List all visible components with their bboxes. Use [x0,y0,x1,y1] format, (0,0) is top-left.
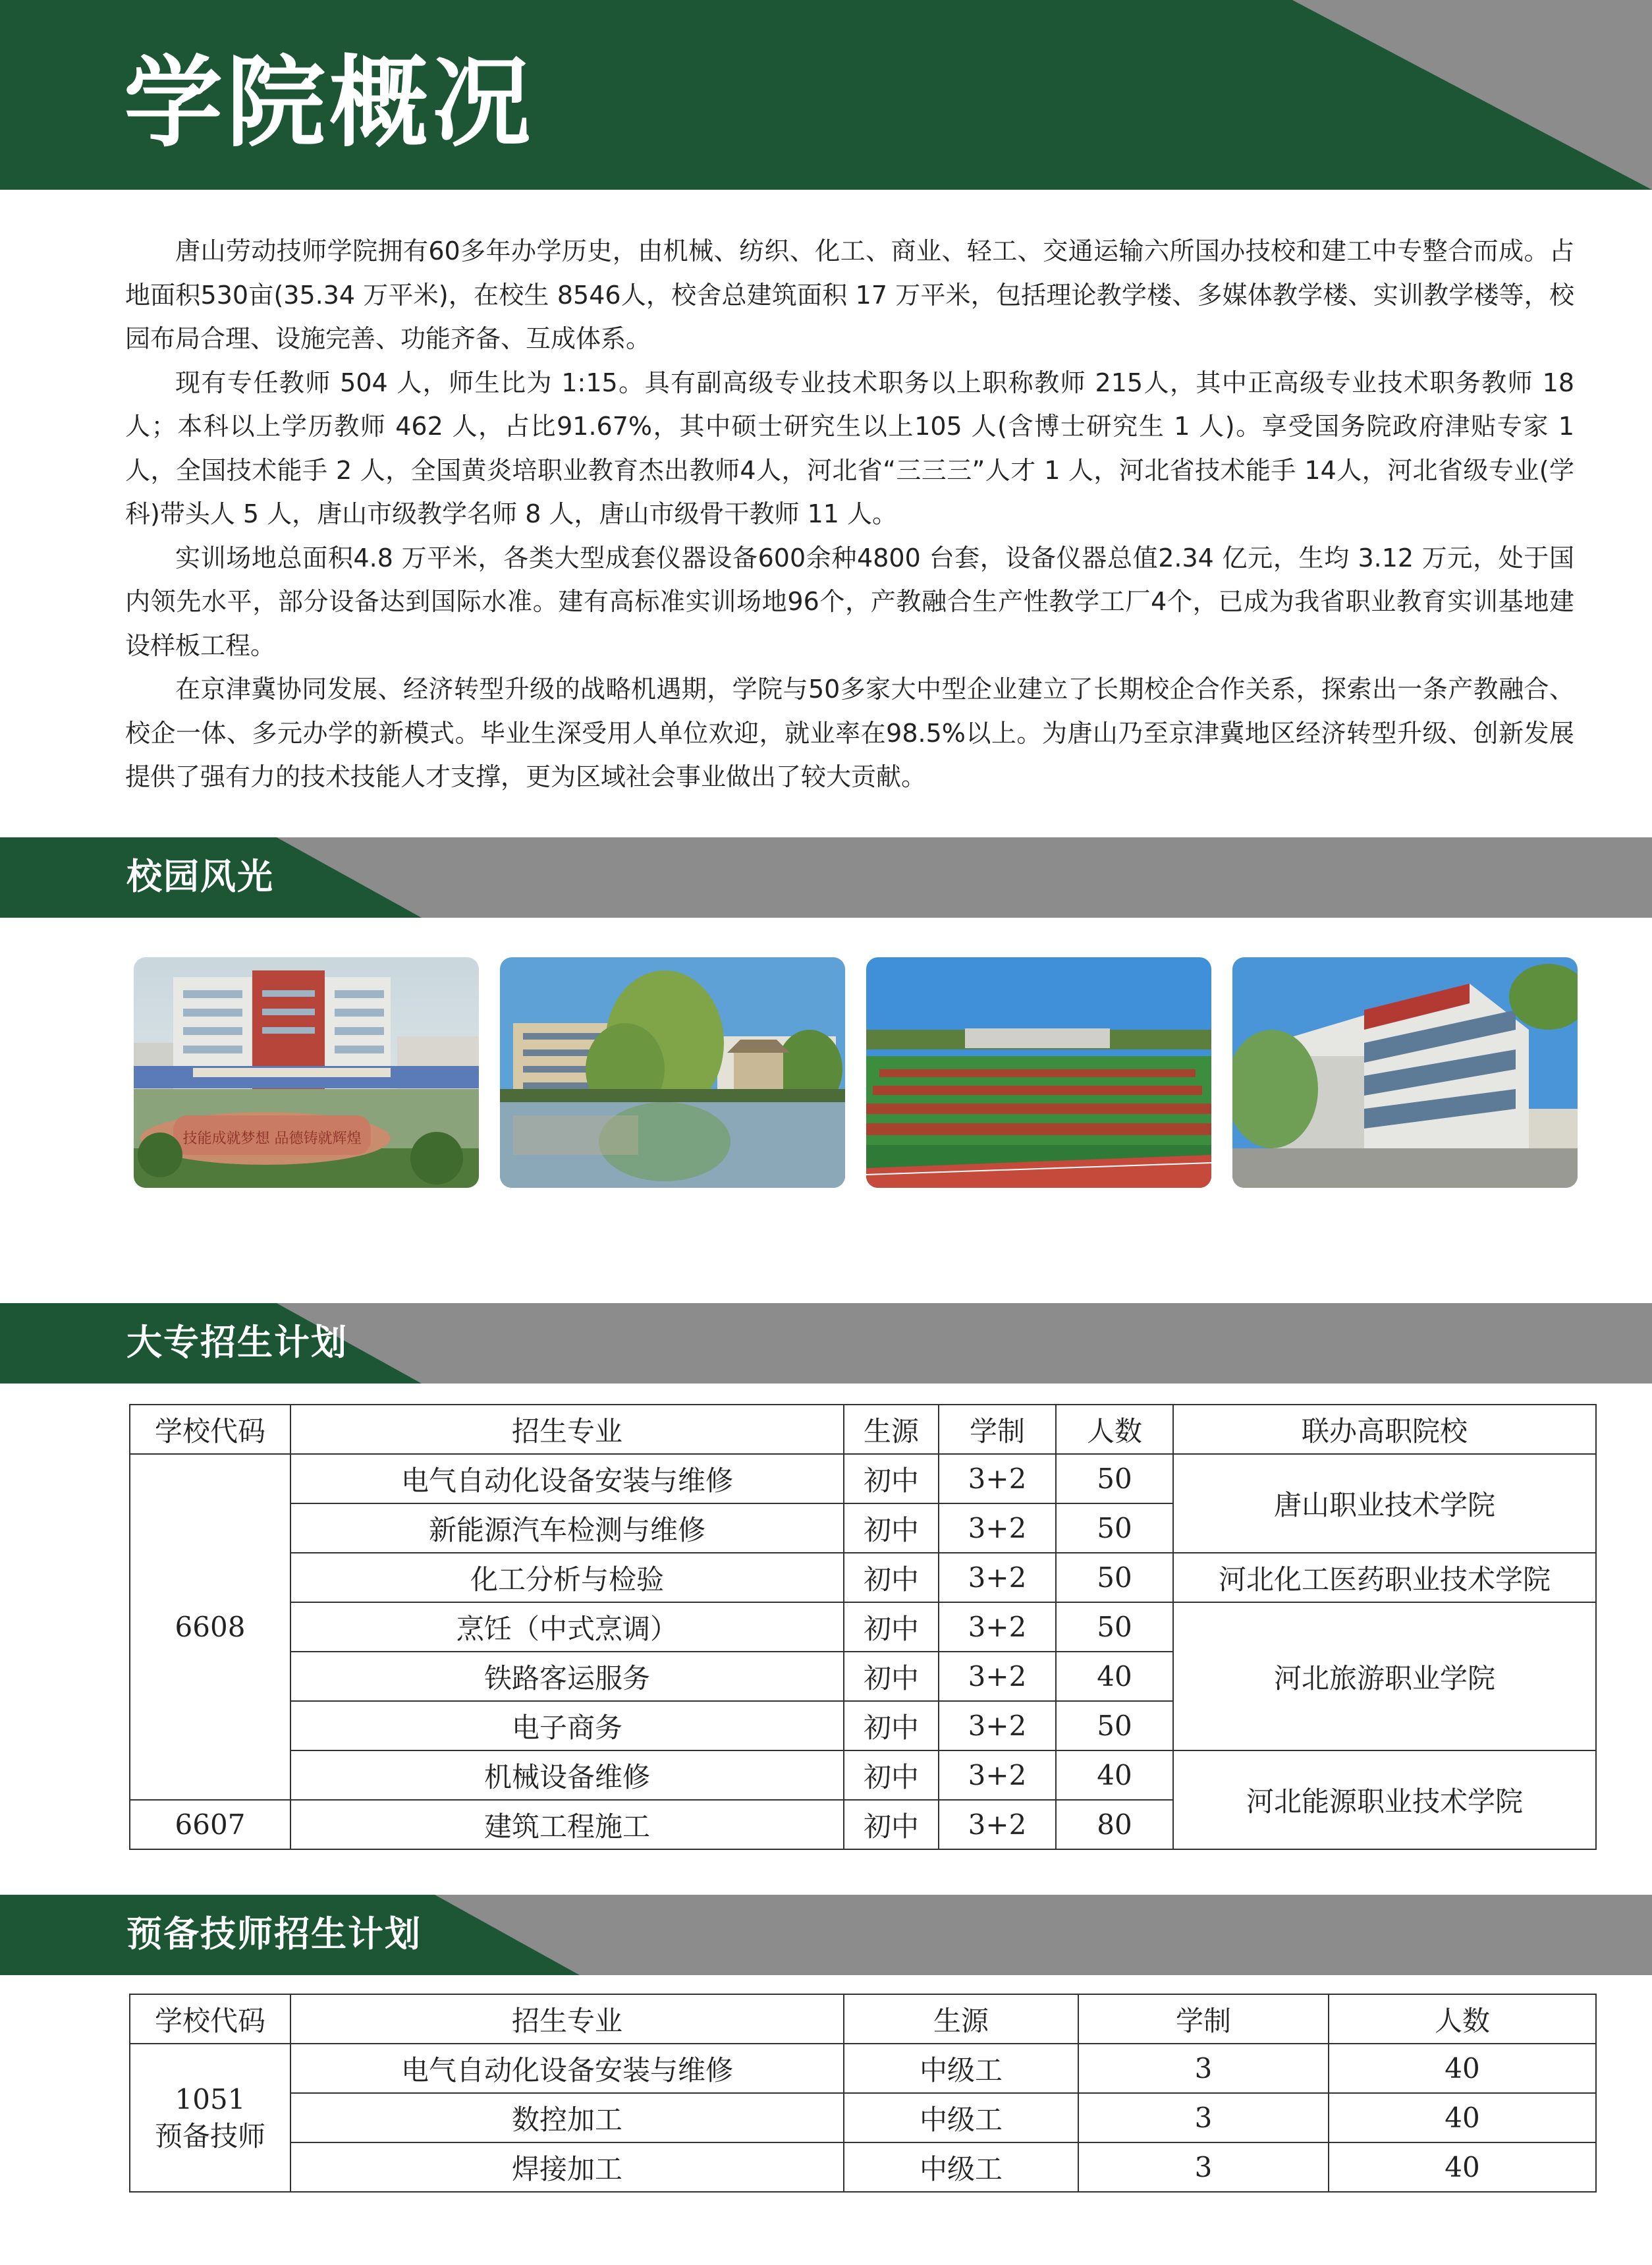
college-plan-section-banner [0,1303,1652,1384]
length-cell: 3+2 [939,1454,1056,1503]
header-cell: 生源 [844,1405,939,1454]
table-header-row [130,1994,1596,2044]
partner-college-cell: 河北能源职业技术学院 [1173,1750,1596,1849]
table-row [130,1553,1596,1602]
partner-college-cell: 河北旅游职业学院 [1173,1602,1596,1750]
length-cell: 3+2 [939,1750,1056,1800]
count-cell: 50 [1056,1701,1173,1750]
source-cell: 初中 [844,1454,939,1503]
major-cell: 烹饪（中式烹调） [290,1602,844,1652]
length-cell: 3+2 [939,1800,1056,1849]
header-cell: 生源 [844,1994,1078,2044]
header-cell: 学校代码 [130,1994,290,2044]
major-cell: 电气自动化设备安装与维修 [290,2044,844,2093]
technician-plan-section-banner [0,1895,1652,1975]
technician-enrollment-table [129,1994,1597,2193]
school-code: 1051 [175,2083,246,2115]
college-enrollment-table [129,1404,1597,1850]
school-code-cell: 6607 [130,1800,290,1849]
table-row [130,2093,1596,2142]
header-cell: 招生专业 [290,1405,844,1454]
count-cell: 80 [1056,1800,1173,1849]
school-code-cell: 6608 [130,1454,290,1800]
intro-paragraph: 实训场地总面积4.8 万平米，各类大型成套仪器设备600余种4800 台套，设备仪器总值2.34 亿元，生均 3.12 万元，处于国内领先水平，部分设备达到国际水准。建有高标准实训场地96个，产教融合生产性教学工厂4个，已成为我省职业教育实训基地建设样板工程。 [125,543,1574,660]
table-row [130,2044,1596,2093]
section-title-campus: 校园风光 [126,856,274,897]
source-cell: 初中 [844,1750,939,1800]
header-cell: 学制 [1078,1994,1329,2044]
training-building-photo [1232,957,1578,1188]
section-title-college-plan: 大专招生计划 [126,1322,348,1363]
source-cell: 中级工 [844,2044,1078,2093]
length-cell: 3 [1078,2142,1329,2192]
main-building-photo [134,957,479,1188]
count-cell: 40 [1056,1652,1173,1701]
intro-text [125,229,1574,799]
header-cell: 学校代码 [130,1405,290,1454]
section-title-technician-plan: 预备技师招生计划 [126,1913,422,1955]
major-cell: 数控加工 [290,2093,844,2142]
source-cell: 初中 [844,1602,939,1652]
major-cell: 建筑工程施工 [290,1800,844,1849]
page-header-banner [0,0,1652,190]
length-cell: 3+2 [939,1701,1056,1750]
source-cell: 中级工 [844,2093,1078,2142]
count-cell: 50 [1056,1503,1173,1553]
major-cell: 机械设备维修 [290,1750,844,1800]
source-cell: 初中 [844,1503,939,1553]
length-cell: 3+2 [939,1553,1056,1602]
length-cell: 3+2 [939,1503,1056,1553]
major-cell: 焊接加工 [290,2142,844,2192]
major-cell: 新能源汽车检测与维修 [290,1503,844,1553]
major-cell: 电子商务 [290,1701,844,1750]
length-cell: 3+2 [939,1652,1056,1701]
length-cell: 3 [1078,2093,1329,2142]
source-cell: 初中 [844,1652,939,1701]
count-cell: 50 [1056,1454,1173,1503]
header-cell: 联办高职院校 [1173,1405,1596,1454]
major-cell: 电气自动化设备安装与维修 [290,1454,844,1503]
count-cell: 50 [1056,1602,1173,1652]
header-cell: 人数 [1056,1405,1173,1454]
school-code-cell [130,2044,290,2192]
count-cell: 40 [1329,2044,1596,2093]
count-cell: 40 [1329,2093,1596,2142]
source-cell: 初中 [844,1800,939,1849]
partner-college-cell: 唐山职业技术学院 [1173,1454,1596,1553]
header-cell: 学制 [939,1405,1056,1454]
header-cell: 招生专业 [290,1994,844,2044]
intro-paragraph: 现有专任教师 504 人，师生比为 1:15。具有副高级专业技术职务以上职称教师 215人，其中正高级专业技术职务教师 18 人；本科以上学历教师 462 人，占比91.67%，其中硕士研究生以上105 人(含博士研究生 1 人)。享受国务院政府津贴专家 1 人，全国技术能手 2 人，全国黄炎培职业教育杰出教师4人，河北省“三三三”人才 1 人，河北省技术能手 14人，河北省级专业(学科)带头人 5 人，唐山市级教学名师 8 人，唐山市级骨干教师 11 人。 [125,368,1574,528]
length-cell: 3+2 [939,1602,1056,1652]
count-cell: 40 [1329,2142,1596,2192]
table-row [130,2142,1596,2192]
source-cell: 初中 [844,1553,939,1602]
stone-inscription: 技能成就梦想 品德铸就辉煌 [182,1131,362,1147]
campus-section-banner [0,837,1652,918]
count-cell: 40 [1056,1750,1173,1800]
major-cell: 铁路客运服务 [290,1652,844,1701]
intro-paragraph: 唐山劳动技师学院拥有60多年办学历史，由机械、纺织、化工、商业、轻工、交通运输六所国办技校和建工中专整合而成。占地面积530亩(35.34 万平米)，在校生 8546人，校舍总建筑面积 17 万平米，包括理论教学楼、多媒体教学楼、实训教学楼等，校园布局合理、设施完善、功能齐备、互成体系。 [125,237,1574,353]
source-cell: 初中 [844,1701,939,1750]
pond-pavilion-photo [500,957,845,1188]
major-cell: 化工分析与检验 [290,1553,844,1602]
table-header-row [130,1405,1596,1454]
header-cell: 人数 [1329,1994,1596,2044]
page-title: 学院概况 [124,46,536,161]
table-row [130,1454,1596,1503]
table-row [130,1602,1596,1652]
school-code-type: 预备技师 [154,2119,265,2152]
count-cell: 50 [1056,1553,1173,1602]
length-cell: 3 [1078,2044,1329,2093]
sports-field-photo [866,957,1211,1188]
partner-college-cell: 河北化工医药职业技术学院 [1173,1553,1596,1602]
source-cell: 中级工 [844,2142,1078,2192]
intro-paragraph: 在京津冀协同发展、经济转型升级的战略机遇期，学院与50多家大中型企业建立了长期校企合作关系，探索出一条产教融合、校企一体、多元办学的新模式。毕业生深受用人单位欢迎，就业率在98.5%以上。为唐山乃至京津冀地区经济转型升级、创新发展提供了强有力的技术技能人才支撑，更为区域社会事业做出了较大贡献。 [125,675,1574,791]
table-row [130,1750,1596,1800]
